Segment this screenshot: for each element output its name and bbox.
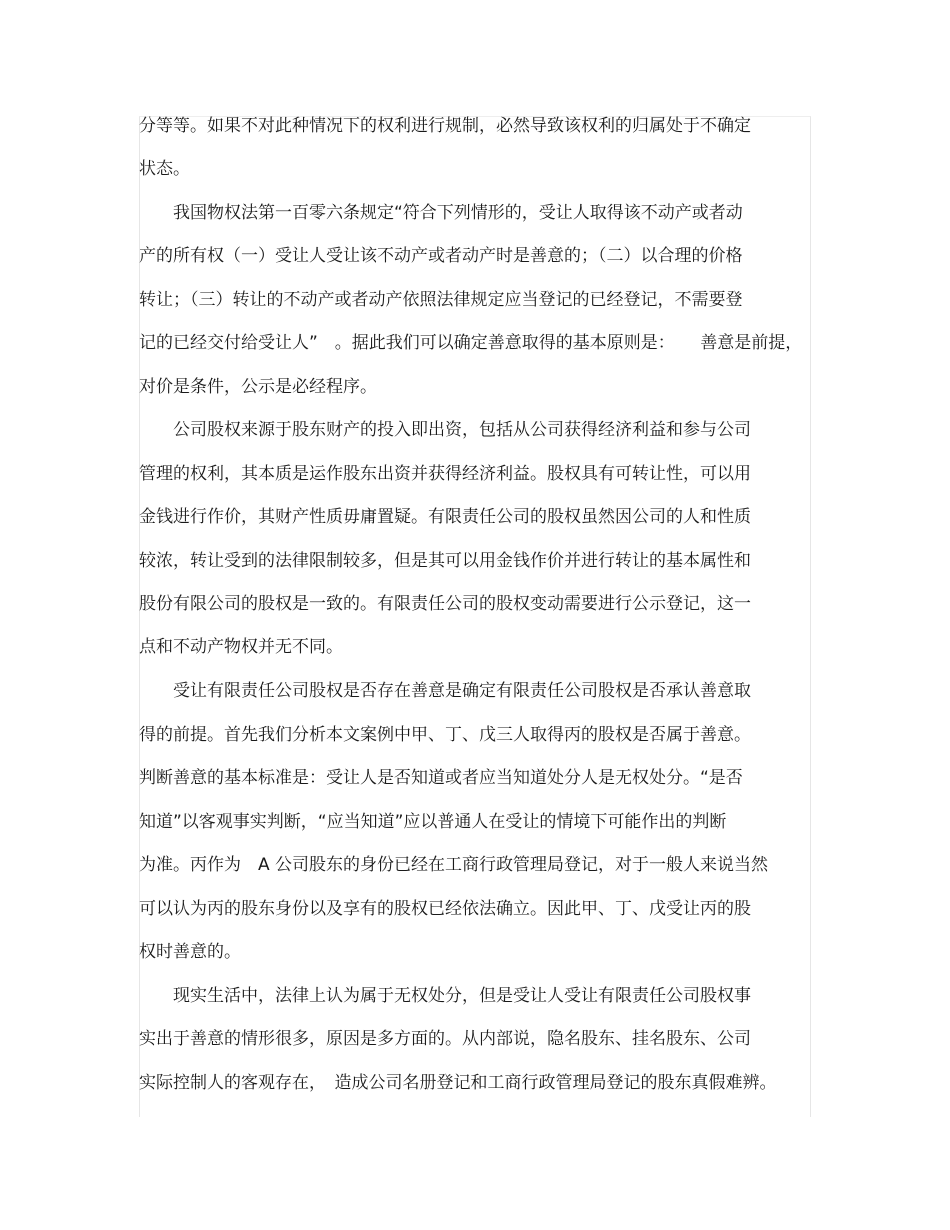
text-line: 判断善意的基本标准是：受让人是否知道或者应当知道处分人是无权处分。“是否: [139, 768, 743, 788]
text-line: 分等等。如果不对此种情况下的权利进行规制，必然导致该权利的归属处于不确定: [139, 116, 751, 136]
text-line: 较浓，转让受到的法律限制较多，但是其可以用金钱作价并进行转让的基本属性和: [139, 551, 751, 571]
text-line: 对价是条件，公示是必经程序。: [139, 377, 377, 397]
text-line: 记的已经交付给受让人” 。据此我们可以确定善意取得的基本原则是： 善意是前提，: [139, 333, 803, 353]
text-line: 产的所有权（一）受让人受让该不动产或者动产时是善意的；（二）以合理的价格: [139, 246, 743, 266]
text-line: 得的前提。首先我们分析本文案例中甲、丁、戊三人取得丙的股权是否属于善意。: [139, 725, 751, 745]
text-line: 现实生活中，法律上认为属于无权处分，但是受让人受让有限责任公司股权事: [139, 986, 751, 1006]
text-line: 可以认为丙的股东身份以及享有的股权已经依法确立。因此甲、丁、戊受让丙的股: [139, 899, 751, 919]
text-line: 为准。丙作为 A 公司股东的身份已经在工商行政管理局登记，对于一般人来说当然: [139, 855, 769, 875]
page-frame: [139, 116, 811, 1117]
text-line: 权时善意的。: [139, 942, 241, 962]
text-line: 我国物权法第一百零六条规定“符合下列情形的，受让人取得该不动产或者动: [139, 203, 743, 223]
text-line: 股份有限公司的股权是一致的。有限责任公司的股权变动需要进行公示登记，这一: [139, 594, 751, 614]
text-line: 状态。: [139, 159, 190, 179]
text-line: 金钱进行作价，其财产性质毋庸置疑。有限责任公司的股权虽然因公司的人和性质: [139, 507, 751, 527]
text-line: 转让；（三）转让的不动产或者动产依照法律规定应当登记的已经登记，不需要登: [139, 290, 743, 310]
text-line: 实出于善意的情形很多，原因是多方面的。从内部说，隐名股东、挂名股东、公司: [139, 1029, 751, 1049]
text-line: 知道”以客观事实判断，“应当知道”应以普通人在受让的情境下可能作出的判断: [139, 812, 727, 832]
text-line: 管理的权利，其本质是运作股东出资并获得经济利益。股权具有可转让性，可以用: [139, 464, 751, 484]
text-line: 点和不动产物权并无不同。: [139, 637, 343, 657]
text-line: 公司股权来源于股东财产的投入即出资，包括从公司获得经济利益和参与公司: [139, 420, 751, 440]
text-line: 实际控制人的客观存在， 造成公司名册登记和工商行政管理局登记的股东真假难辨。: [139, 1073, 777, 1093]
text-line: 受让有限责任公司股权是否存在善意是确定有限责任公司股权是否承认善意取: [139, 681, 751, 701]
